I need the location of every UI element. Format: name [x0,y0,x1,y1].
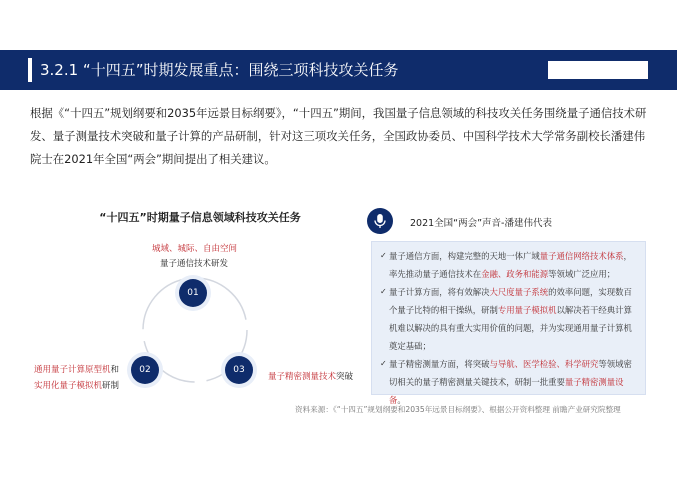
node-02-end: 研制 [102,381,120,391]
check-icon: ✓ [380,251,387,260]
diagram-title: “十四五”时期量子信息领域科技攻关任务 [99,211,301,224]
source-note: 资料来源：《“十四五”规划纲要和2035年远景目标纲要》、根据公开资料整理 前瞻产业研究院整理 [295,405,621,414]
node-02-label-line2 [34,373,119,392]
node-02-connector: 和 [110,365,120,375]
node-03: 03 [225,356,253,384]
header-logo-box [548,61,648,79]
node-02: 02 [131,356,159,384]
check-icon: ✓ [380,359,387,368]
node-03-label [268,364,353,383]
panel-title: 2021全国“两会”声音-潘建伟代表 [410,218,552,229]
suggestions-panel [371,241,646,405]
node-03-end: 突破 [336,372,354,382]
intro-paragraph: 根据《“十四五”规划纲要和2035年远景目标纲要》，“十四五”期间，我国量子信息领域的科技攻关任务围绕量子通信技术研发、量子测量技术突破和量子计算的产品研制，针对这三项攻关任务，全国政协委员、中国科学技术大学常务副校长潘建伟院士在2021年全国“两会”期间提出了相关建议。 [30,106,647,166]
suggestion-item: ✓ 量子精密测量方面，将突破与导航、医学检验、科学研究等领域密切相关的量子精密测量关键技术，研制一批重要量子精密测量设备。 [380,355,637,409]
node-01: 01 [179,279,207,307]
microphone-icon [367,208,393,234]
node-03-red: 量子精密测量技术 [268,372,337,382]
suggestion-item: ✓ 量子计算方面，将有效解决大尺度量子系统的效率问题，实现数百个量子比特的相干操纵，研制专用量子模拟机以解决若干经典计算机难以解决的具有重大实用价值的问题，并为实现通用量子计算机奠定基础； [380,283,637,355]
header-accent-marker [28,58,32,82]
node-01-task-label: 量子通信技术研发 [160,259,229,269]
suggestion-item: ✓ 量子通信方面，构建完整的天地一体广域量子通信网络技术体系，率先推动量子通信技术在金融、政务和能源等领域广泛应用； [380,247,637,283]
node-02-red-2: 实用化量子模拟机 [34,381,103,391]
node-02-red-1: 通用量子计算原型机 [34,365,111,375]
section-title: 3.2.1 “十四五”时期发展重点：围绕三项科技攻关任务 [40,61,399,79]
node-01-scope-label: 城域、城际、自由空间 [152,244,238,254]
check-icon: ✓ [380,287,387,296]
